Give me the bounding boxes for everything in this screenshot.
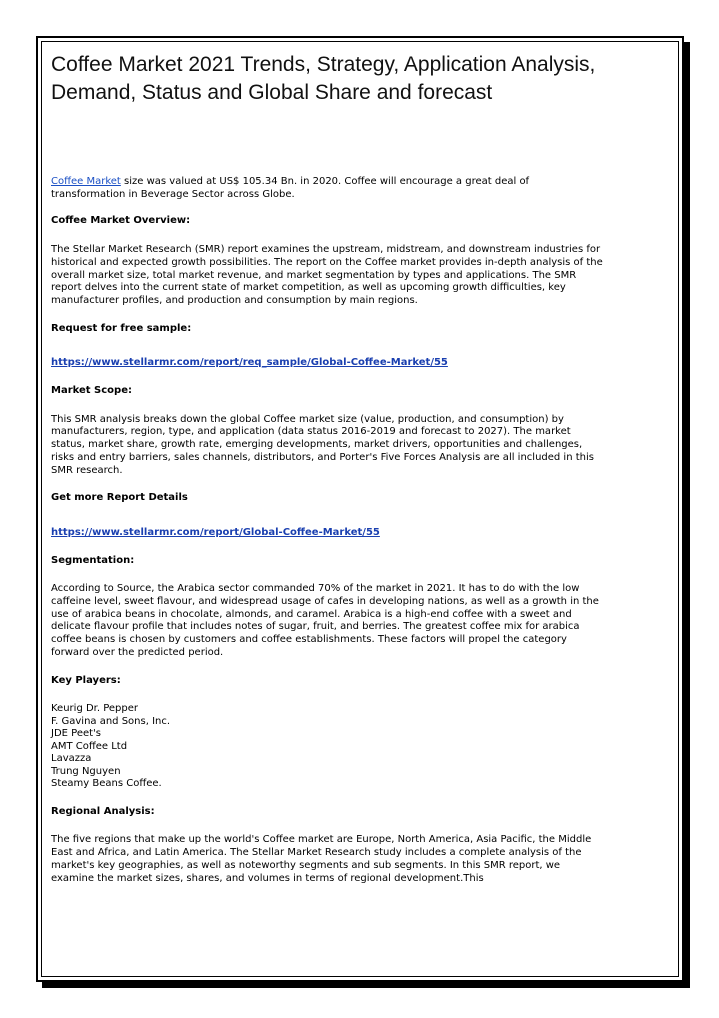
segmentation-heading: Segmentation: <box>51 554 135 566</box>
list-item: Lavazza <box>51 753 92 765</box>
coffee-market-link[interactable]: Coffee Market <box>51 176 121 187</box>
list-item: Keurig Dr. Pepper <box>51 703 139 715</box>
list-item: AMT Coffee Ltd <box>51 740 128 752</box>
intro-text: size was valued at US$ 105.34 Bn. in 2020. Coffee will encourage a great deal of transformation in Beverage Sector across Globe. <box>51 176 530 200</box>
sample-url-link[interactable]: https://www.stellarmr.com/report/req_sample/Global-Coffee-Market/55 <box>51 357 448 369</box>
scope-paragraph: This SMR analysis breaks down the global Coffee market size (value, production, and consumption) by manufacturers, region, type, and application (data status 2016-2019 and forecast to 2027). The market status, market share, growth rate, emerging developments, market drivers, opportunities and challenges, risks and entry barriers, sales channels, distributors, and Porter's Five Forces Analysis are all included in this SMR research. <box>51 413 594 476</box>
segmentation-paragraph: According to Source, the Arabica sector commanded 70% of the market in 2021. It has to do with the low caffeine level, sweet flavour, and widespread usage of cafes in developing nations, as well as a growth in the use of arabica beans in chocolate, almonds, and caramel. Arabica is a high-end coffee with a sweet and delicate flavour profile that includes notes of sugar, fruit, and berries. The greatest coffee mix for arabica coffee beans is chosen by customers and coffee establishments. These factors will propel the category forward over the predicted period. <box>51 583 599 658</box>
list-item: JDE Peet's <box>51 728 102 740</box>
list-item: Trung Nguyen <box>51 765 121 777</box>
sample-link-row <box>51 350 603 370</box>
regional-heading: Regional Analysis: <box>51 805 155 817</box>
title-rest: 2021 Trends, Strategy, Application Analysis, Demand, Status and Global Share and forecast <box>51 53 596 104</box>
sample-heading: Request for free sample: <box>51 322 192 334</box>
overview-heading: Coffee Market Overview: <box>51 215 191 227</box>
document-content <box>51 51 603 885</box>
overview-paragraph: The Stellar Market Research (SMR) report examines the upstream, midstream, and downstream industries for historical and expected growth possibilities. The report on the Coffee market provides in-depth analysis of the overall market size, total market revenue, and market segmentation by types and applications. The SMR report delves into the current state of market competition, as well as upcoming growth difficulties, key manufacturer profiles, and production and consumption by main regions. <box>51 244 603 306</box>
title-highlight: Coffee Market <box>51 53 183 76</box>
document-title <box>51 51 603 107</box>
list-item: Steamy Beans Coffee. <box>51 778 162 790</box>
details-link-row <box>51 520 603 540</box>
details-heading: Get more Report Details <box>51 492 188 504</box>
regional-paragraph: The five regions that make up the world's Coffee market are Europe, North America, Asia Pacific, the Middle East and Africa, and Latin America. The Stellar Market Research study includes a complete analysis of the market's key geographies, as well as noteworthy segments and sub segments. In this SMR report, we examine the market sizes, shares, and volumes in terms of regional development.This <box>51 834 592 884</box>
players-heading: Key Players: <box>51 674 121 686</box>
scope-heading: Market Scope: <box>51 385 132 397</box>
list-item: F. Gavina and Sons, Inc. <box>51 715 171 727</box>
details-url-link[interactable]: https://www.stellarmr.com/report/Global-Coffee-Market/55 <box>51 526 380 538</box>
players-list <box>51 703 603 791</box>
intro-paragraph <box>51 176 603 201</box>
